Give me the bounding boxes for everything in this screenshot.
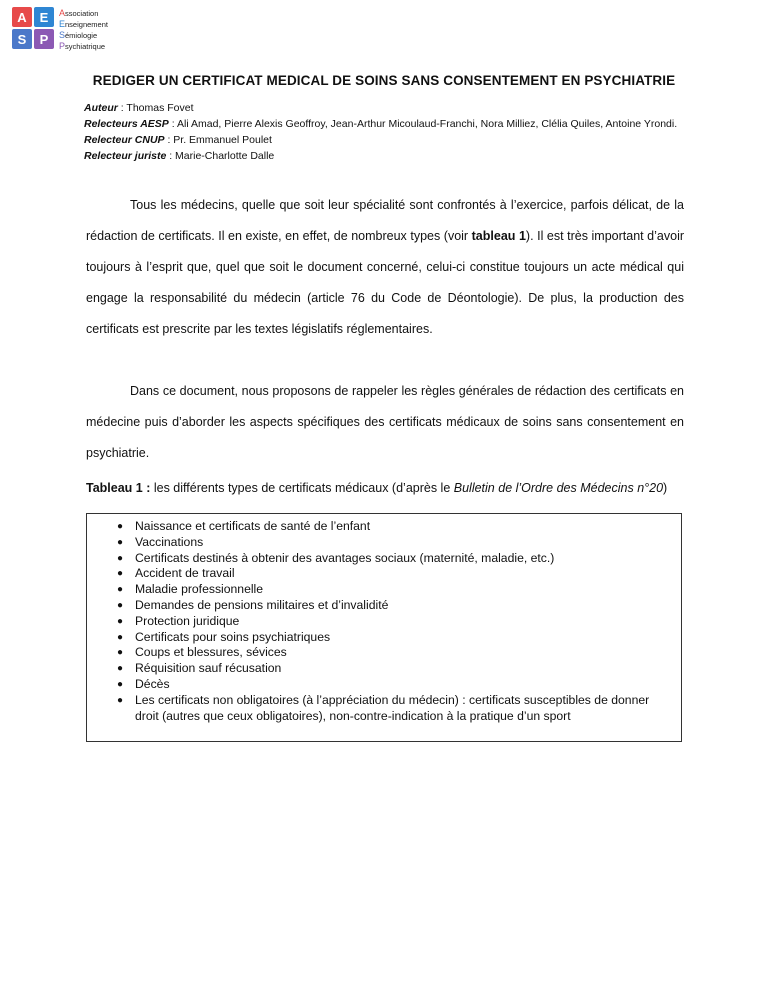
list-item xyxy=(115,645,670,661)
logo-cell-e: E xyxy=(34,7,54,27)
list-item-text: Maladie professionnelle xyxy=(135,582,264,597)
logo-line-association xyxy=(59,8,108,19)
certificate-types-list xyxy=(115,519,670,724)
credit-author xyxy=(84,100,677,116)
logo-initial: A xyxy=(59,8,66,18)
credit-value: : Ali Amad, Pierre Alexis Geoffroy, Jean-Arthur Micoulaud-Franchi, Nora Milliez, Clélia Quiles, Antoine Yrondi. xyxy=(168,118,678,130)
list-item xyxy=(115,535,670,551)
certificate-types-table xyxy=(86,513,682,742)
table-caption-source: Bulletin de l’Ordre des Médecins n°20 xyxy=(453,481,664,495)
bullet-icon: ● xyxy=(116,599,124,611)
list-item-text: Réquisition sauf récusation xyxy=(135,661,282,676)
credit-reviewers-aesp xyxy=(84,116,677,132)
credit-label: Relecteur CNUP xyxy=(84,134,165,146)
credit-label: Relecteur juriste xyxy=(84,150,167,162)
logo-word: ssociation xyxy=(65,9,99,18)
bullet-icon: ● xyxy=(116,521,124,532)
list-item xyxy=(115,677,670,693)
credit-value: : Marie-Charlotte Dalle xyxy=(166,150,275,162)
credit-value: : Pr. Emmanuel Poulet xyxy=(164,134,272,146)
table-reference: tableau 1 xyxy=(471,228,526,243)
list-item xyxy=(115,598,670,614)
list-item xyxy=(115,551,670,567)
credit-value: : Thomas Fovet xyxy=(117,102,194,114)
list-item xyxy=(115,614,670,630)
list-item-text: Protection juridique xyxy=(135,613,240,628)
credit-reviewer-legal xyxy=(84,148,677,164)
logo-line-semiologie xyxy=(59,30,108,41)
credit-label: Relecteurs AESP xyxy=(84,118,169,130)
logo-line-enseignement xyxy=(59,19,108,30)
logo-initial: P xyxy=(59,41,66,51)
bullet-icon: ● xyxy=(116,678,124,690)
logo-word: nseignement xyxy=(65,20,108,29)
bullet-icon: ● xyxy=(116,647,124,659)
bullet-icon: ● xyxy=(116,552,124,564)
intro-text-1: Tous les médecins, quelle que soit leur spécialité sont confrontés à l’exercice, parfois délicat, de la rédaction de certificats. Il en existe, en effet, de nombreux types (voir xyxy=(86,197,684,243)
list-item-text: Demandes de pensions militaires et d’invalidité xyxy=(135,597,389,612)
bullet-icon: ● xyxy=(116,615,124,627)
document-title: REDIGER UN CERTIFICAT MEDICAL DE SOINS SANS CONSENTEMENT EN PSYCHIATRIE xyxy=(92,73,676,88)
list-item-text: Certificats pour soins psychiatriques xyxy=(135,629,331,644)
list-item-text: Naissance et certificats de santé de l’enfant xyxy=(135,519,371,533)
logo-line-psychiatrique xyxy=(59,41,108,52)
credits-block xyxy=(84,100,677,164)
purpose-paragraph: Dans ce document, nous proposons de rappeler les règles générales de rédaction des certificats en médecine puis d’aborder les aspects spécifiques des certificats médicaux de soins sans consentement en psychiatrie. xyxy=(86,383,684,460)
logo-initial: E xyxy=(59,19,66,29)
list-item-text: Accident de travail xyxy=(135,566,235,581)
list-item-text: Vaccinations xyxy=(135,534,204,549)
logo-word: émiologie xyxy=(65,31,98,40)
list-item-text: Les certificats non obligatoires (à l’appréciation du médecin) : certificats susceptibles de donner droit (autres que ceux obligatoires), non-contre-indication à la pratique d’un sport xyxy=(135,692,650,723)
logo-cell-s: S xyxy=(12,29,32,49)
list-item xyxy=(115,630,670,646)
list-item xyxy=(115,693,670,725)
logo-cell-p: P xyxy=(34,29,54,49)
bullet-icon: ● xyxy=(116,584,124,596)
logo-grid xyxy=(12,7,54,49)
credit-label: Auteur xyxy=(84,102,118,114)
intro-paragraph xyxy=(86,190,684,345)
list-item-text: Décès xyxy=(135,676,170,691)
bullet-icon: ● xyxy=(116,694,124,706)
table-caption-label: Tableau 1 : xyxy=(86,481,151,495)
logo-text xyxy=(59,8,108,52)
bullet-icon: ● xyxy=(116,536,124,548)
list-item-text: Certificats destinés à obtenir des avantages sociaux (maternité, maladie, etc.) xyxy=(135,550,555,565)
list-item-text: Coups et blessures, sévices xyxy=(135,645,287,660)
list-item xyxy=(115,566,670,582)
table-caption-text: les différents types de certificats médicaux (d’après le xyxy=(150,481,454,495)
bullet-icon: ● xyxy=(116,568,124,580)
list-item xyxy=(115,582,670,598)
table-caption-end: ) xyxy=(663,481,668,495)
logo-initial: S xyxy=(59,30,66,40)
bullet-icon: ● xyxy=(116,663,124,675)
logo-word: sychiatrique xyxy=(65,42,106,51)
list-item xyxy=(115,661,670,677)
list-item xyxy=(115,519,670,535)
credit-reviewer-cnup xyxy=(84,132,677,148)
logo-cell-a: A xyxy=(12,7,32,27)
table-caption xyxy=(86,481,667,495)
bullet-icon: ● xyxy=(116,631,124,643)
intro-text-2: ). Il est très important d’avoir toujours à l’esprit que, quel que soit le document concerné, celui-ci constitue toujours un acte médical qui engage la responsabilité du médecin (article 76 du Code de Déontologie). De plus, la production des certificats est prescrite par les textes législatifs réglementaires. xyxy=(86,228,685,336)
